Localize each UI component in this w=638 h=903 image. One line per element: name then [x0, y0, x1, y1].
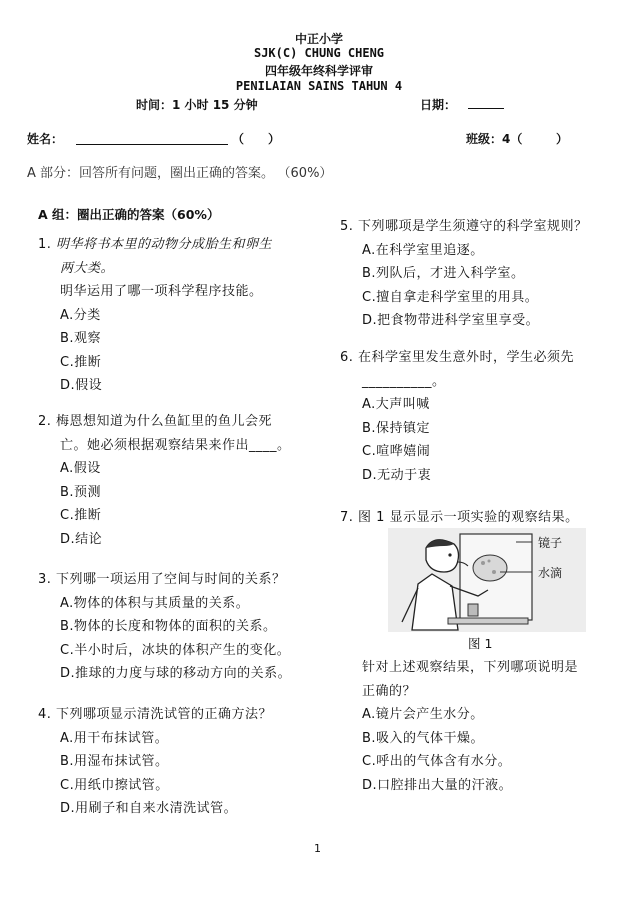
exam-title-en: PENILAIAN SAINS TAHUN 4: [235, 79, 403, 93]
q6-stem-line2: __________。: [362, 373, 446, 389]
question-6: [340, 346, 574, 487]
group-title: A 组：圈出正确的答案（60%）: [38, 207, 220, 222]
q4-stem-line1: 下列哪项显示清洗试管的正确方法？: [56, 707, 273, 722]
q2-stem-line1: 梅恩想知道为什么鱼缸里的鱼儿会死: [56, 414, 273, 429]
q2-option-d[interactable]: D.结论: [60, 531, 103, 547]
question-7-stem: [340, 506, 579, 530]
figure-1-image: [388, 528, 586, 632]
q6-option-c[interactable]: C.喧哗嬉闹: [362, 444, 431, 459]
name-paren-close: ）: [268, 132, 281, 146]
q2-option-a[interactable]: A.假设: [60, 461, 101, 476]
section-title-text: A 部分：回答所有问题，圈出正确的答案。: [27, 166, 275, 181]
question-2: [38, 410, 291, 551]
question-5: [340, 215, 588, 333]
q2-number: 2.: [38, 414, 52, 429]
name-label: 姓名：: [27, 132, 64, 146]
name-field[interactable]: [76, 144, 228, 145]
q7-stem-line3: 正确的？: [362, 683, 417, 699]
q3-option-b[interactable]: B.物体的长度和物体的面积的关系。: [60, 619, 277, 634]
q4-option-c[interactable]: C.用纸巾擦试管。: [60, 777, 169, 793]
date-label: 日期：: [420, 98, 457, 112]
section-marks: （60%）: [284, 166, 333, 181]
q7-option-b[interactable]: B.吸入的气体干燥。: [362, 730, 485, 746]
class-label: 班级：4（: [466, 132, 523, 146]
q5-option-c[interactable]: C.擅自拿走科学室里的用具。: [362, 289, 539, 305]
figure-label-water: 水滴: [538, 566, 563, 580]
q7-option-d[interactable]: D.口腔排出大量的汗液。: [362, 777, 513, 793]
question-1: [38, 233, 272, 398]
q3-stem-line1: 下列哪一项运用了空间与时间的关系？: [56, 572, 286, 587]
question-4: [38, 703, 272, 821]
q6-stem-line1: 在科学室里发生意外时，学生必须先: [358, 350, 575, 365]
q5-option-b[interactable]: B.列队后，才进入科学室。: [362, 266, 525, 281]
q5-number: 5.: [340, 219, 354, 234]
q7-stem-line1: 图 1 显示显示一项实验的观察结果。: [358, 510, 579, 525]
q1-option-c[interactable]: C.推断: [60, 354, 102, 370]
school-name-en: SJK(C) CHUNG CHENG: [253, 46, 385, 60]
q6-number: 6.: [340, 350, 354, 365]
q1-option-a[interactable]: A.分类: [60, 307, 101, 323]
q4-option-a[interactable]: A.用干布抹试管。: [60, 730, 169, 746]
question-3: [38, 568, 291, 686]
q6-option-b[interactable]: B.保持镇定: [362, 420, 431, 436]
q3-option-c[interactable]: C.半小时后，冰块的体积产生的变化。: [60, 642, 291, 658]
q2-option-c[interactable]: C.推断: [60, 508, 102, 523]
q4-option-b[interactable]: B.用湿布抹试管。: [60, 754, 169, 769]
q1-stem-line1: 明华将书本里的动物分成胎生和卵生: [56, 237, 273, 252]
q5-option-a[interactable]: A.在科学室里追逐。: [362, 242, 484, 258]
figure-label-mirror: 镜子: [538, 536, 563, 550]
q3-option-d[interactable]: D.推球的力度与球的移动方向的关系。: [60, 666, 292, 681]
section-title: [27, 162, 332, 181]
q4-number: 4.: [38, 707, 52, 722]
class-paren-close: ）: [556, 132, 569, 146]
date-field[interactable]: [468, 108, 504, 109]
q2-option-b[interactable]: B.预测: [60, 484, 102, 500]
exam-title-cn: 四年级年终科学评审: [264, 64, 373, 78]
q6-option-a[interactable]: A.大声叫喊: [362, 397, 430, 412]
q3-option-a[interactable]: A.物体的体积与其质量的关系。: [60, 595, 250, 611]
q1-option-b[interactable]: B.观察: [60, 331, 102, 346]
q1-option-d[interactable]: D.假设: [60, 378, 103, 393]
time-label: 时间：1 小时 15 分钟: [136, 98, 258, 112]
school-name-cn: 中正小学: [294, 32, 343, 46]
q1-stem-line3: 明华运用了哪一项科学程序技能。: [60, 284, 263, 299]
q3-number: 3.: [38, 572, 52, 587]
q4-option-d[interactable]: D.用刷子和自来水清洗试管。: [60, 801, 238, 816]
q7-stem-line2: 针对上述观察结果，下列哪项说明是: [362, 660, 579, 675]
figure-1-caption: 图 1: [468, 636, 493, 651]
page-number: 1: [314, 842, 321, 855]
q7-option-c[interactable]: C.呼出的气体含有水分。: [362, 754, 512, 769]
q7-option-a[interactable]: A.镜片会产生水分。: [362, 707, 484, 722]
q1-number: 1.: [38, 237, 52, 252]
q7-number: 7.: [340, 510, 354, 525]
q1-stem-line2: 两大类。: [60, 260, 115, 276]
q5-stem-line1: 下列哪项是学生须遵守的科学室规则？: [358, 219, 588, 234]
question-7-body: [340, 656, 578, 797]
q2-stem-line2: 亡。她必须根据观察结果来作出____。: [60, 437, 291, 453]
q6-option-d[interactable]: D.无动于衷: [362, 467, 432, 483]
name-paren-open: （: [232, 132, 245, 146]
q5-option-d[interactable]: D.把食物带进科学室里享受。: [362, 313, 540, 328]
